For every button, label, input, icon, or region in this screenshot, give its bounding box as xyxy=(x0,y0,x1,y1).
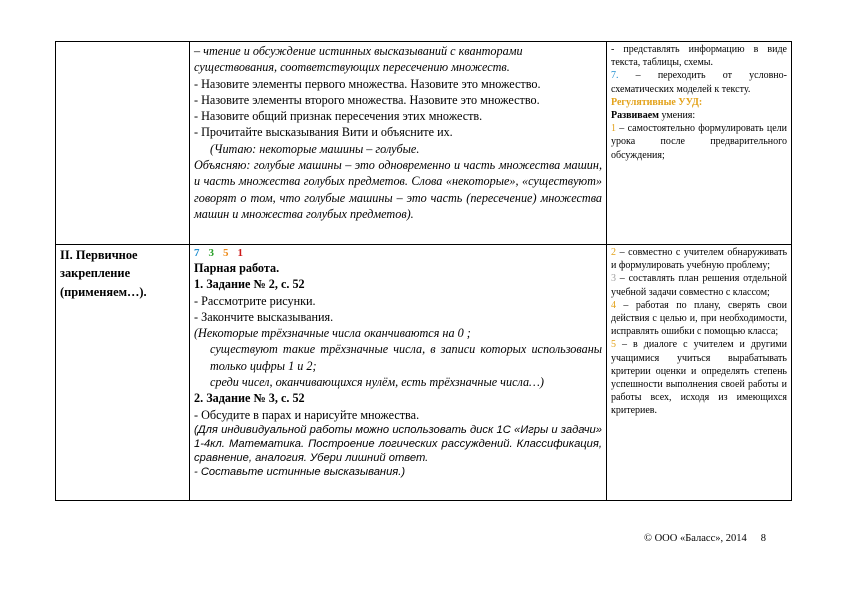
skill-item xyxy=(611,246,787,272)
task1-answer: среди чисел, оканчивающихся нулём, есть трёхзначные числа…) xyxy=(210,375,544,390)
copyright-text: © ООО «Баласс», 2014 xyxy=(644,533,747,544)
regulatory-title: Регулятивные УУД: xyxy=(611,96,703,108)
skill-item xyxy=(611,122,787,162)
item-text: – совместно с учителем обнаруживать и формулировать учебную проблему; xyxy=(611,247,787,272)
task1-line: - Рассмотрите рисунки. xyxy=(194,293,316,308)
explanation-paragraph: Объясняю: голубые машины – это одновременно и часть множества машин, и часть множества голубых предметов. Слова «некоторые», «существуют» говорят о том, что голубые машины – это часть (пересечение) множества машин и множества голубых предметов). xyxy=(194,158,602,221)
table-row xyxy=(56,42,792,245)
stage-title: II. Первичное закрепление (применяем…). xyxy=(60,248,147,299)
stage-cell-empty xyxy=(56,42,190,245)
pair-work-title: Парная работа. xyxy=(194,261,280,275)
item-number: 3 xyxy=(611,273,616,285)
skill-item xyxy=(611,272,787,298)
item-number: 7. xyxy=(611,70,619,82)
task1-title: 1. Задание № 2, с. 52 xyxy=(194,277,305,292)
skills-cell xyxy=(607,42,792,245)
number-1: 1 xyxy=(237,247,243,259)
task2-note: (Для индивидуальной работы можно использовать диск 1С «Игры и задачи» 1-4кл. Математика. Построение логических рассуждений. Классификация, сравнение, аналогия. Убери лишний ответ. xyxy=(194,423,602,464)
activity-cell xyxy=(190,245,607,501)
task1-answer: (Некоторые трёхзначные числа оканчиваются на 0 ; xyxy=(194,326,471,341)
item-text: – в диалоге с учителем и другими учащимися учиться вырабатывать критерии оценки и определять степень успешности выполнения своей работы и работы всех, исходя из имеющихся критериев. xyxy=(611,339,787,417)
skill-item: - представлять информацию в виде текста, таблицы, схемы. xyxy=(611,44,787,69)
item-number: 1 xyxy=(611,123,616,135)
page-footer xyxy=(644,533,766,544)
task2-note-last: - Составьте истинные высказывания.) xyxy=(194,465,406,478)
number-3: 3 xyxy=(208,247,214,259)
skill-item xyxy=(611,299,787,339)
item-number: 4 xyxy=(611,299,616,311)
skill-item xyxy=(611,338,787,417)
stage-cell xyxy=(56,245,190,501)
item-number: 2 xyxy=(611,247,616,258)
item-text: – переходить от условно-схематических моделей к тексту. xyxy=(611,70,787,95)
intro-line: – чтение и обсуждение истинных высказываний с кванторами существования, соответствующих пересечению множеств. xyxy=(194,44,523,75)
item-text: – самостоятельно формулировать цели урока после предварительного обсуждения; xyxy=(611,123,787,161)
number-5: 5 xyxy=(223,247,229,259)
task1-line: - Закончите высказывания. xyxy=(194,309,334,324)
skills-cell xyxy=(607,245,792,501)
question-line: - Назовите общий признак пересечения этих множеств. xyxy=(194,109,483,124)
item-text: – составлять план решения отдельной учебной задачи совместно с классом; xyxy=(611,273,787,298)
skill-item xyxy=(611,69,787,95)
skill-numbers xyxy=(194,246,602,260)
question-line: - Назовите элементы первого множества. Назовите это множество. xyxy=(194,76,541,91)
task1-answer: существуют такие трёхзначные числа, в записи которых использованы только цифры 1 и 2; xyxy=(210,342,602,373)
activity-cell xyxy=(190,42,607,245)
item-number: 5 xyxy=(611,339,616,351)
page-number: 8 xyxy=(760,533,766,544)
develop-line xyxy=(611,109,787,122)
item-text: – работая по плану, сверять свои действия с целью и, при необходимости, исправлять ошибки с помощью класса; xyxy=(611,299,787,338)
question-line: - Прочитайте высказывания Вити и объясните их. xyxy=(194,125,453,140)
lesson-table xyxy=(55,41,792,501)
develop-bold: Развиваем xyxy=(611,110,659,122)
reading-line: (Читаю: некоторые машины – голубые. xyxy=(210,141,420,156)
task2-title: 2. Задание № 3, с. 52 xyxy=(194,391,305,406)
question-line: - Назовите элементы второго множества. Назовите это множество. xyxy=(194,92,540,107)
table-row xyxy=(56,245,792,501)
task2-line: - Обсудите в парах и нарисуйте множества. xyxy=(194,407,420,422)
develop-rest: умения: xyxy=(658,110,696,122)
number-7: 7 xyxy=(194,247,200,259)
